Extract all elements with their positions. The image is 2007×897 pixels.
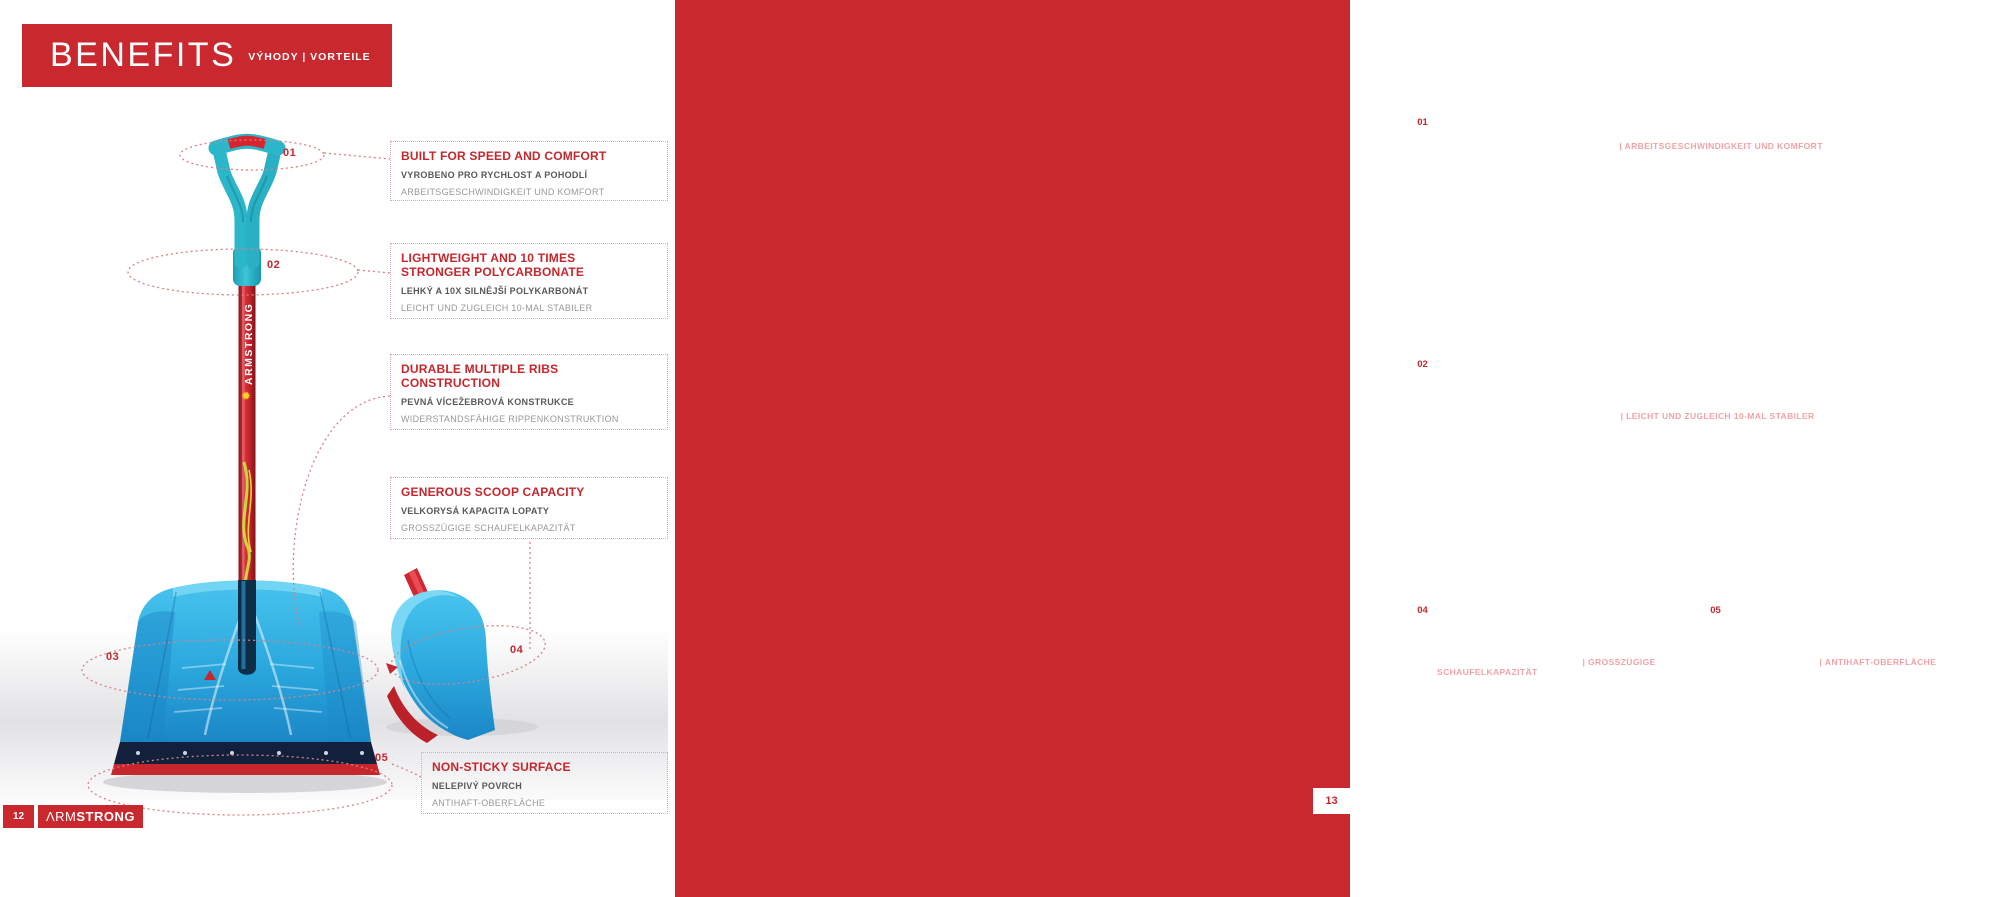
shovel-scoop: [111, 580, 380, 775]
subtitle-divider: |: [1619, 141, 1623, 151]
marker-04: 04: [510, 644, 524, 656]
section-title-line: SURFACE: [1730, 626, 1848, 653]
callout-de: GROSSZÜGIGE SCHAUFELKAPAZITÄT: [401, 523, 576, 533]
scoop-wear-strip: [111, 764, 380, 775]
logo-arm: ΛRM: [45, 809, 77, 824]
callout-de: ANTIHAFT-OBERFLÄCHE: [432, 798, 546, 808]
marker-02: 02: [267, 259, 281, 271]
benefit-section-05: [1707, 598, 2007, 831]
section-number-badge: 05: [1707, 602, 1724, 619]
section-title: [1437, 598, 1709, 654]
section-body-de: Polycarbonat ist ein leichter Kunststoff des 21. Jahrhunderts. Trotz seiner Leichtigkeit ist er viel stabiler als übliche Kunststoffe. Frostbeständig bis zu -40 °C.: [1437, 538, 1915, 560]
section-title-line: STRONGER POLYCARBONATE: [1437, 380, 1804, 407]
callout-title: NON-STICKY SURFACE: [432, 760, 571, 774]
section-body-cz: Díky vlastnostem polykarbonátu sníh sklouzává snadno během práce, nelepí se na lopatu, a tak zvyšuje rychlost i komfort.: [1730, 748, 1978, 782]
shaft-brand-text: ARMSTRONG: [243, 302, 255, 385]
benefit-section-04: [1414, 598, 1709, 829]
tilted-scoop: [387, 568, 495, 743]
section-body-de: Ergonomisch geformte Griffe maximieren die Leistung während der Arbeit, was auch die Arbeitsgeschwindigkeit erhöht, während die Komaxit-Stieloberfläche für maximalen Komfort sorgt, auch unter extremen Wetterbedingungen.: [1437, 268, 1935, 290]
handle-grip: [229, 141, 265, 144]
page-title: BENEFITS: [50, 36, 237, 74]
callout-cz: PEVNÁ VÍCEŽEBROVÁ KONSTRUKCE: [401, 397, 574, 407]
callout-cz: VELKORYSÁ KAPACITA LOPATY: [401, 506, 550, 516]
subtitle-de: ARBEITSGESCHWINDIGKEIT UND KOMFORT: [1624, 141, 1823, 151]
marker-01: 01: [283, 147, 297, 159]
page-number-right: 13: [1313, 788, 1350, 814]
section-title-line: NON-STICKY: [1730, 598, 1884, 625]
section-title-line: LIGHTWEIGHT AND 10 TIMES: [1437, 352, 1786, 379]
callout-title: GENEROUS SCOOP CAPACITY: [401, 485, 585, 499]
section-subtitle: [1437, 141, 1959, 151]
section-subtitle: [1730, 657, 2007, 667]
section-body-en: Polycarbonate is a lightweight 21st century material yet many times stronger than conventional plastics. Freeze resistant to up to -40 °C.: [1437, 434, 1936, 485]
callout-title: BUILT FOR SPEED AND COMFORT: [401, 149, 607, 163]
callout-de: ARBEITSGESCHWINDIGKEIT UND KOMFORT: [401, 187, 605, 197]
callout-box-05: [421, 752, 668, 814]
subtitle-divider: |: [1582, 657, 1586, 667]
subtitle-divider: |: [1819, 657, 1823, 667]
callout-box-02: [390, 243, 668, 319]
callout-title: [401, 251, 657, 279]
armstrong-logo: [38, 805, 143, 828]
section-number-badge: 01: [1414, 114, 1431, 131]
callout-title: [401, 362, 657, 390]
section-title: [1730, 598, 2007, 654]
section-body-cz: Hluboká a široká lopata byla navržena pro rychlost a větší objem odhozeného sněhu.: [1437, 758, 1673, 780]
subtitle-cz: VYROBENO PRO RYCHLOST A POHODLÍ: [1437, 141, 1617, 151]
callout-cz: VYROBENO PRO RYCHLOST A POHODLÍ: [401, 170, 588, 180]
subtitle-cz: VELKORYSÁ KAPACITA LOPATY: [1437, 657, 1580, 667]
section-number-badge: 04: [1414, 602, 1431, 619]
subtitle-cz: LEHKÝ A 10X SILNĚJŠÍ POLYKARBONÁT: [1437, 411, 1618, 421]
connector-02: [358, 270, 390, 273]
section-body-en: Polycarbonate shovel allows the snow to slide off easily during the work increasing the speed.: [1730, 680, 1970, 731]
shovel-shaft: [239, 242, 256, 602]
section-title: [1437, 352, 1959, 408]
benefits-banner: [22, 24, 392, 87]
callout-box-01: [390, 141, 668, 201]
section-body-en: Deep and wide shovel designed to hold large volume and increase the speed.: [1437, 690, 1697, 741]
subtitle-cz: NELEPIVÝ POVRCH: [1730, 657, 1817, 667]
page-number-left: 12: [3, 805, 34, 828]
marker-05: 05: [375, 752, 389, 764]
star-decal: ✹: [241, 389, 252, 403]
section-body-de: Die breiten und tiefen Schaufeln sind so konstruiert, dass sie eine große Menge Schnee aufnehmen können. Das erhöht auch die Geschwindigkeit der Arbeit.: [1437, 794, 1677, 828]
connector-01: [324, 153, 390, 159]
callout-de: LEICHT UND ZUGLEICH 10-MAL STABILER: [401, 303, 593, 313]
callout-cz: NELEPIVÝ POVRCH: [432, 781, 523, 791]
section-number-badge: 02: [1414, 356, 1431, 373]
section-body-cz: Polykarbonát je materiálem 21. století. 10x silnější než běžné plasty, a proto je i celá lopata lehčí. Mrazuvzdorný do -40 °C.: [1437, 502, 1870, 524]
section-title-line: GENEROUS: [1437, 598, 1578, 625]
callout-cz: LEHKÝ A 10X SILNĚJŠÍ POLYKARBONÁT: [401, 286, 589, 296]
section-title-line: SCOOP CAPACITY: [1437, 626, 1657, 653]
subtitle-de: ANTIHAFT-OBERFLÄCHE: [1824, 657, 1937, 667]
section-subtitle: [1437, 657, 1709, 677]
benefit-section-01: [1414, 110, 1959, 291]
callout-de: WIDERSTANDSFÄHIGE RIPPENKONSTRUKTION: [401, 414, 619, 424]
callout-box-04: [390, 477, 668, 539]
callout-title-line: DURABLE MULTIPLE RIBS: [401, 362, 559, 376]
page-title-translations: VÝHODY | VORTEILE: [248, 51, 371, 63]
section-title: BUILT FOR SPEED AND COMFORT: [1437, 110, 1848, 137]
subtitle-de: GROSSZÜGIGE SCHAUFELKAPAZITÄT: [1437, 657, 1656, 677]
marker-03: 03: [106, 651, 120, 663]
section-body-cz: Ergonomicky tvarovaná rukojeť maximalizuje potenciál obou paží během práce, a tak zvyšuje rychlost, zatímco komaxitové pokrytí násady poskytuje komfort i při nepříznivých povětrnostních podmínkách.: [1437, 232, 1934, 254]
callout-title-line: CONSTRUCTION: [401, 376, 501, 390]
subtitle-de: LEICHT UND ZUGLEICH 10-MAL STABILER: [1626, 411, 1815, 421]
logo-strong: STRONG: [76, 809, 136, 824]
section-subtitle: [1437, 411, 1959, 421]
callout-title-line: LIGHTWEIGHT AND 10 TIMES: [401, 251, 576, 265]
callout-title-line: STRONGER POLYCARBONATE: [401, 265, 585, 279]
page-right: [675, 0, 1978, 897]
section-body-en: Ergonomically shaped handles maximize the potential of both arms during the work increasing the speed while comaxit rod cover provides the comfort even during harsh weather conditions.: [1437, 164, 1934, 215]
callout-box-03: [390, 354, 668, 430]
section-body-de: Schneeschaufeln aus Polycarbonat sorgen dafür, dass der Schnee einfach abrutscht, was die Arbeit wesentlich erleichtert.: [1730, 796, 1975, 830]
page-left: [0, 0, 675, 897]
benefit-section-02: [1414, 352, 1959, 561]
subtitle-divider: |: [1620, 411, 1624, 421]
